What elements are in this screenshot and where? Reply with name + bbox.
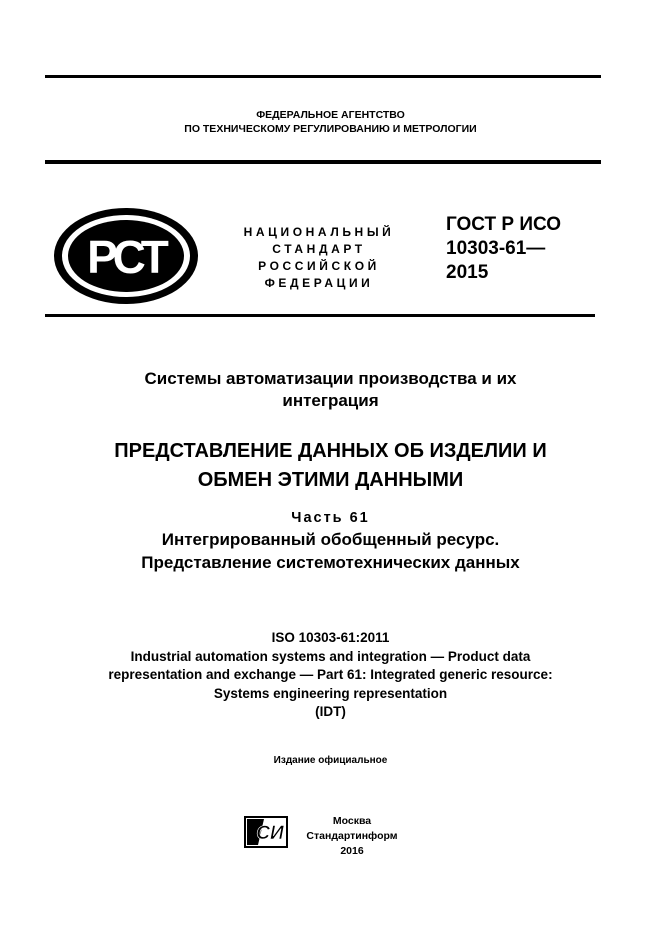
main-title-line-1: ПРЕДСТАВЛЕНИЕ ДАННЫХ ОБ ИЗДЕЛИИ И (114, 440, 547, 462)
agency-name (0, 108, 661, 136)
publisher-city: Москва (332, 815, 372, 827)
standard-type (226, 224, 412, 292)
part-title-line-2: Представление системотехнических данных (141, 553, 520, 572)
iso-title-line-3: Systems engineering representation (213, 685, 448, 701)
part-title (0, 528, 661, 574)
iso-title-line-1: Industrial automation systems and integration — Product data (130, 648, 531, 664)
header-bottom-rule (45, 314, 595, 317)
part-title-line-1: Интегрированный обобщенный ресурс. (161, 530, 500, 549)
part-number: Часть 61 (291, 510, 370, 526)
agency-line-2: ПО ТЕХНИЧЕСКОМУ РЕГУЛИРОВАНИЮ И МЕТРОЛОГИИ (184, 123, 477, 135)
standard-type-line-3: РОССИЙСКОЙ (258, 259, 380, 273)
publisher-name: Стандартинформ (306, 830, 398, 842)
top-rule (45, 75, 601, 78)
iso-number: ISO 10303-61:2011 (271, 630, 390, 645)
main-title (0, 437, 661, 495)
svg-text:РСТ: РСТ (87, 231, 165, 283)
edition-label: Издание официальное (273, 755, 388, 766)
publisher-info (302, 814, 402, 859)
rst-logo-icon (52, 206, 200, 306)
iso-title-line-2: representation and exchange — Part 61: Integrated generic resource: (108, 667, 553, 682)
standard-type-line-4: ФЕДЕРАЦИИ (264, 276, 374, 290)
general-title (0, 368, 661, 412)
designation-line-1: ГОСТ Р ИСО (446, 214, 562, 235)
standard-type-line-1: НАЦИОНАЛЬНЫЙ (243, 225, 395, 239)
designation-line-2: 10303-61— (446, 238, 546, 259)
publication-year: 2016 (340, 845, 364, 857)
agency-line-1: ФЕДЕРАЛЬНОЕ АГЕНТСТВО (256, 109, 405, 121)
standard-type-line-2: СТАНДАРТ (272, 242, 366, 256)
iso-identity: (IDT) (315, 704, 346, 719)
main-title-line-2: ОБМЕН ЭТИМИ ДАННЫМИ (197, 469, 464, 491)
standartinform-logo-icon (244, 816, 288, 848)
designation-line-3: 2015 (446, 262, 489, 283)
general-title-line-2: интеграция (282, 391, 379, 410)
general-title-line-1: Системы автоматизации производства и их (144, 369, 517, 388)
iso-reference (0, 629, 661, 722)
standard-designation (446, 213, 606, 285)
svg-text:СИ: СИ (256, 823, 284, 844)
agency-rule (45, 160, 601, 164)
